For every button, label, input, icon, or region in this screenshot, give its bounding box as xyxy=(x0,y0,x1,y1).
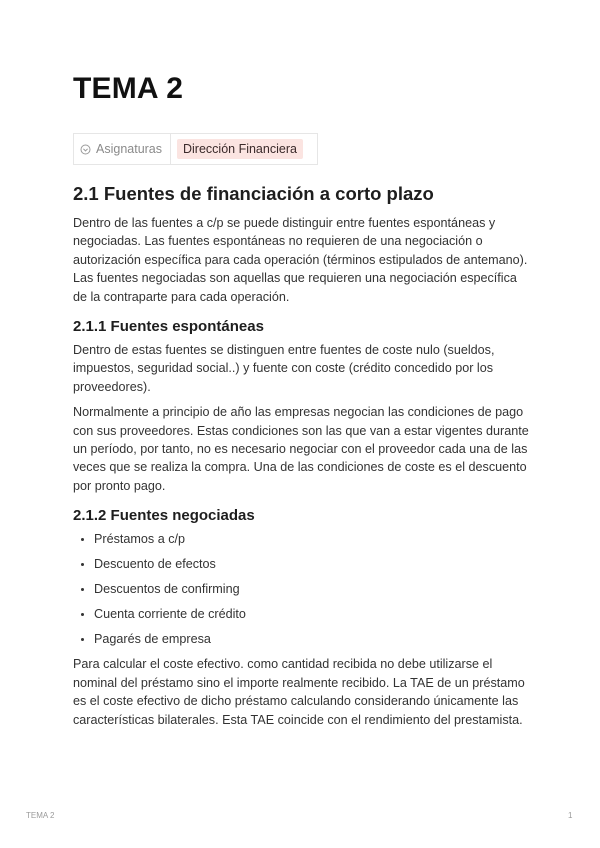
document-body xyxy=(73,183,533,736)
negotiated-heading: 2.1.2 Fuentes negociadas xyxy=(73,507,255,525)
property-row xyxy=(73,133,318,165)
list-item: • Descuento de efectos xyxy=(94,555,533,573)
page-title: TEMA 2 xyxy=(73,72,184,105)
section-heading: 2.1 Fuentes de financiación a corto plazo xyxy=(73,183,434,204)
spontaneous-paragraph: Normalmente a principio de año las empresas negocian las condiciones de pago con sus proveedores. Estas condiciones son las que van a estar vigentes durante un período, por tanto, no es necesario negociar con el proveedor cada una de las veces que se realiza la compra. Una de las condiciones de coste es el descuento por pronto pago. xyxy=(73,405,529,493)
list-item: • Préstamos a c/p xyxy=(94,530,533,548)
list-item: • Cuenta corriente de crédito xyxy=(94,605,533,623)
property-value[interactable] xyxy=(171,134,303,164)
spontaneous-heading: 2.1.1 Fuentes espontáneas xyxy=(73,318,264,336)
property-key-label: Asignaturas xyxy=(96,142,163,156)
list-item: • Pagarés de empresa xyxy=(94,630,533,648)
footer-title: TEMA 2 xyxy=(26,811,55,820)
negotiated-list xyxy=(73,530,533,648)
page-number: 1 xyxy=(568,811,573,820)
property-key xyxy=(74,134,171,164)
list-item: • Descuentos de confirming xyxy=(94,580,533,598)
list-icon xyxy=(80,144,91,155)
spontaneous-paragraph: Dentro de estas fuentes se distinguen entre fuentes de coste nulo (sueldos, impuestos, seguridad social..) y fuente con coste (crédito concedido por los proveedores). xyxy=(73,343,495,394)
section-intro: Dentro de las fuentes a c/p se puede distinguir entre fuentes espontáneas y negociadas. Las fuentes espontáneas no requieren de una negociación o autorización específica para cada operación (términos estipulados de antemano). Las fuentes negociadas son aquellas que requieren una negociación específica de la contraparte para cada operación. xyxy=(73,216,528,304)
subject-tag[interactable]: Dirección Financiera xyxy=(177,139,303,159)
negotiated-closing: Para calcular el coste efectivo. como cantidad recibida no debe utilizarse el nominal del préstamo sino el importe realmente recibido. La TAE de un préstamo es el coste efectivo de dicho préstamo calculando considerando únicamente las características bilaterales. Esta TAE coincide con el rendimiento del prestamista. xyxy=(73,657,525,727)
